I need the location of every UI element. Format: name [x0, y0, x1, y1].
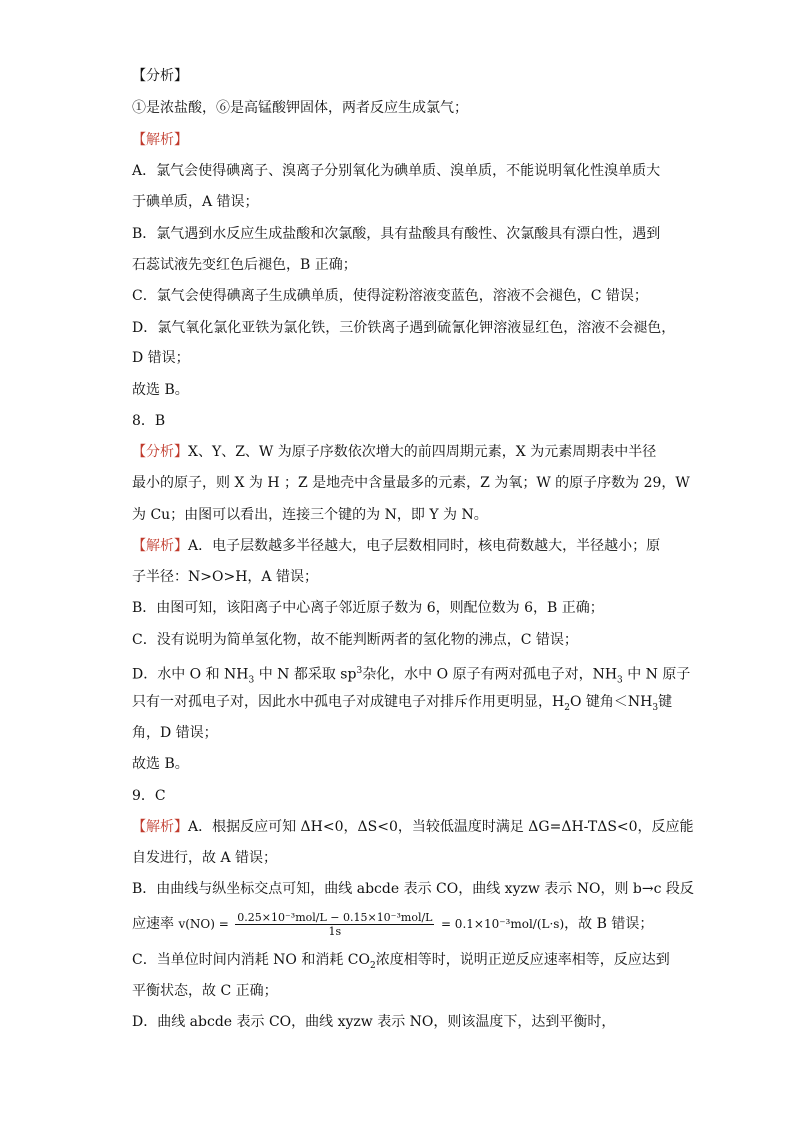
text-line: D．曲线 abcde 表示 CO，曲线 xyzw 表示 NO，则该温度下，达到平衡时， — [132, 1014, 616, 1030]
text-line — [132, 536, 660, 556]
text-line: C．氯气会使得碘离子生成碘单质，使得淀粉溶液变蓝色，溶液不会褪色，C 错误； — [132, 288, 648, 304]
text-span: 键 — [658, 694, 673, 710]
superscript: 3 — [356, 666, 363, 676]
fraction-denominator: 1s — [328, 924, 342, 938]
text-line: 为 Cu；由图可以看出，连接三个键的为 N，即 Y 为 N。 — [132, 507, 488, 523]
text-span: 浓度相等时，说明正逆反应速率相等，反应达到 — [375, 952, 670, 968]
solution-label: 【解析】 — [132, 538, 188, 554]
text-line: 于碘单质，A 错误； — [132, 194, 259, 210]
text-span: 中 N 都采取 sp — [254, 666, 357, 683]
section-heading-solution: 【解析】 — [132, 132, 188, 148]
analysis-label: 【分析】 — [132, 444, 188, 460]
text-line: 角，D 错误； — [132, 725, 218, 741]
question-number: 8．B — [132, 413, 166, 429]
subscript: 2 — [369, 960, 376, 971]
subscript: 2 — [564, 702, 570, 713]
text-line: C．没有说明为简单氢化物，故不能判断两者的氢化物的沸点，C 错误； — [132, 632, 578, 648]
text-line — [132, 661, 690, 690]
fraction — [235, 911, 434, 938]
text-line: B．由曲线与纵坐标交点可知，曲线 abcde 表示 CO，曲线 xyzw 表示 NO，则 b→c 段反 — [132, 881, 694, 897]
section-heading-analysis: 【分析】 — [132, 68, 188, 84]
text-line: 子半径：N>O>H，A 错误； — [132, 569, 318, 585]
text-span: O 键角＜NH — [569, 694, 653, 710]
formula-line — [132, 906, 653, 942]
text-line: B．氯气遇到水反应生成盐酸和次氯酸，具有盐酸具有酸性、次氯酸具有漂白性，遇到 — [132, 226, 661, 242]
question-number: 9．C — [132, 788, 166, 804]
text-line — [132, 692, 672, 718]
subscript: 3 — [248, 675, 255, 686]
text-line: 石蕊试液先变红色后褪色，B 正确； — [132, 257, 357, 273]
text-line: D 错误； — [132, 350, 190, 366]
text-line: D．氯气氧化氯化亚铁为氯化铁，三价铁离子遇到硫氰化钾溶液显红色，溶液不会褪色， — [132, 320, 676, 336]
text-line: B．由图可知，该阳离子中心离子邻近原子数为 6，则配位数为 6，B 正确； — [132, 600, 604, 616]
text-line: 最小的原子，则 X 为 H ；Z 是地壳中含量最多的元素，Z 为氧；W 的原子序数为 29，W — [132, 475, 690, 491]
formula-rhs: = 0.1×10⁻³mol/(L·s) — [440, 917, 565, 931]
text-span: C．当单位时间内消耗 NO 和消耗 CO — [132, 952, 370, 968]
subscript: 3 — [617, 675, 623, 686]
text-span: 应速率 — [132, 916, 174, 932]
text-span: 杂化，水中 O 原子有两对孤电子对，NH — [362, 666, 618, 683]
text-line: 故选 B。 — [132, 756, 189, 772]
text-line — [132, 817, 694, 837]
text-line: 自发进行，故 A 错误； — [132, 850, 278, 866]
solution-label: 【解析】 — [132, 819, 188, 835]
fraction-numerator: 0.25×10⁻³mol/L − 0.15×10⁻³mol/L — [237, 910, 433, 924]
text-span: D．水中 O 和 NH — [132, 666, 249, 683]
formula-lhs: v(NO) = — [178, 917, 229, 931]
text-span: 中 N 原子 — [622, 666, 691, 683]
text-line: 故选 B。 — [132, 382, 189, 398]
text-span: 只有一对孤电子对，因此水中孤电子对成键电子对排斥作用更明显，H — [132, 694, 565, 710]
text-line: 平衡状态，故 C 正确； — [132, 983, 278, 999]
text-span: A．根据反应可知 ΔH<0，ΔS<0，当较低温度时满足 ΔG=ΔH-TΔS<0，反应能 — [188, 819, 694, 835]
subscript: 3 — [652, 702, 659, 713]
text-line — [132, 442, 656, 462]
text-span: X、Y、Z、W 为原子序数依次增大的前四周期元素，X 为元素周期表中半径 — [188, 444, 657, 460]
text-line — [132, 950, 670, 976]
text-span: ，故 B 错误； — [564, 916, 654, 932]
text-line: A．氯气会使得碘离子、溴离子分别氧化为碘单质、溴单质，不能说明氧化性溴单质大 — [132, 163, 661, 179]
text-line: ①是浓盐酸，⑥是高锰酸钾固体，两者反应生成氯气； — [132, 100, 468, 116]
text-span: A．电子层数越多半径越大，电子层数相同时，核电荷数越大，半径越小；原 — [188, 538, 661, 554]
